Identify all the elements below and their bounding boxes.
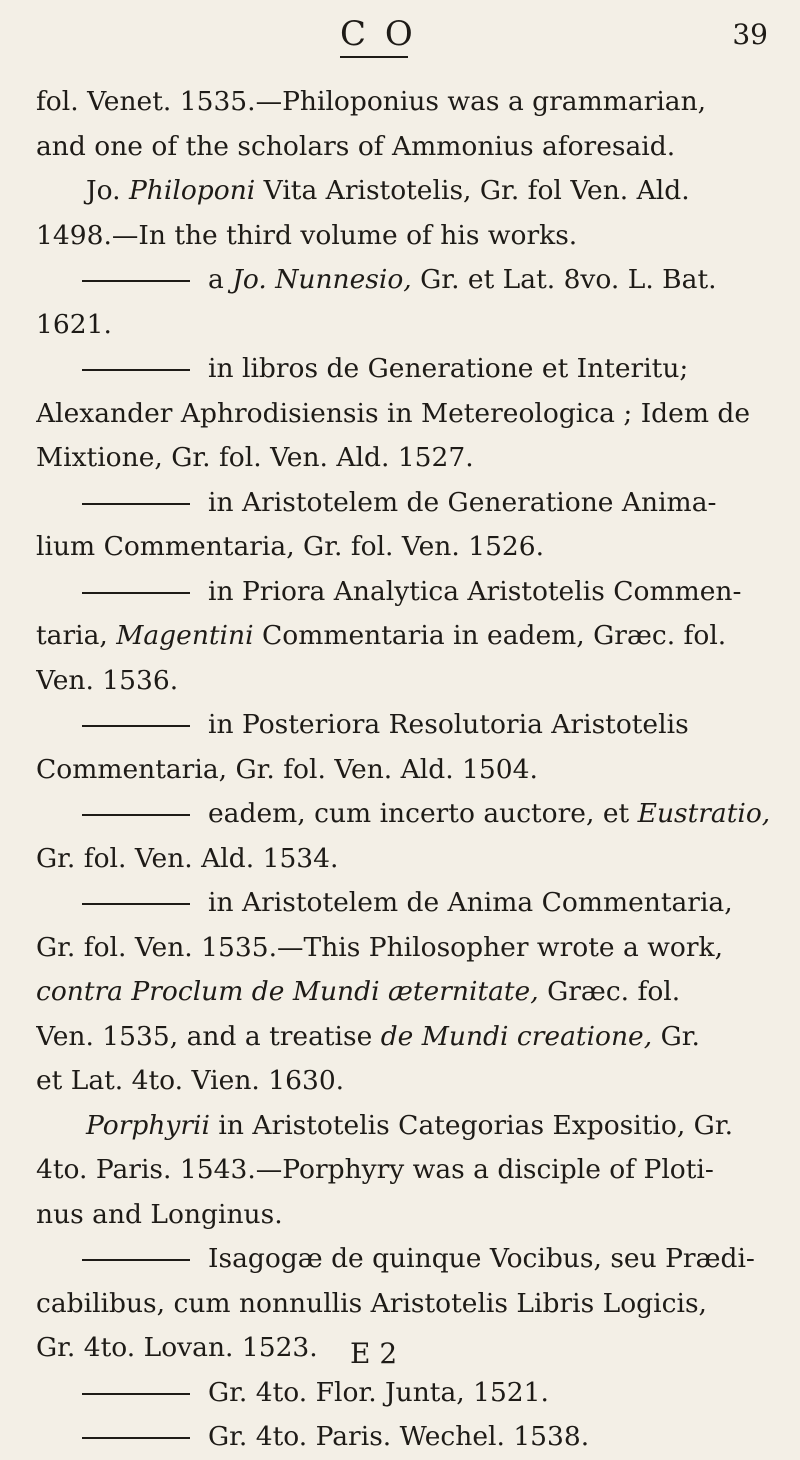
text-line: Jo. Philoponi Vita Aristotelis, Gr. fol Ven. Ald. [86,175,690,206]
text-line: Ven. 1536. [36,664,179,696]
text-line: Gr. fol. Ven. 1535.—This Philosopher wrote a work, [36,931,723,963]
text-line: a Jo. Nunnesio, Gr. et Lat. 8vo. L. Bat. [36,258,772,303]
text-line: Gr. 4to. Lovan. 1523. [36,1332,318,1363]
ditto-dash [82,503,190,505]
running-signature: C O [340,14,417,54]
ditto-dash [82,1259,190,1261]
ditto-dash [82,903,190,905]
ditto-dash [82,280,190,282]
ditto-dash [82,1437,190,1439]
text-line: cabilibus, cum nonnullis Aristotelis Libris Logicis, [36,1287,707,1319]
text-line: and one of the scholars of Ammonius aforesaid. [36,130,676,162]
ditto-dash [82,725,190,727]
text-line: Commentaria, Gr. fol. Ven. Ald. 1504. [36,753,538,785]
text-line: in Aristotelem de Generatione Anima- [36,481,772,526]
text-line: 1498.—In the third volume of his works. [36,219,578,251]
header-rule [340,56,408,58]
text-line: Ven. 1535, and a treatise de Mundi creatione, Gr. [36,1020,700,1052]
text-line: in Priora Analytica Aristotelis Commen- [36,570,772,615]
ditto-dash [82,369,190,371]
text-line: Porphyrii in Aristotelis Categorias Expositio, Gr. [86,1109,734,1141]
page-number: 39 [732,18,768,51]
text-line: Mixtione, Gr. fol. Ven. Ald. 1527. [36,442,474,473]
text-line: fol. Venet. 1535.—Philoponius was a grammarian, [36,86,707,117]
text-line: nus and Longinus. [36,1198,283,1230]
ditto-dash [82,1393,190,1395]
page-header [0,14,800,54]
body-text [36,80,772,1460]
footer-signature: E 2 [350,1337,398,1370]
text-line: Isagogæ de quinque Vocibus, seu Prædi- [36,1237,772,1282]
text-line: Alexander Aphrodisiensis in Metereologica ; Idem de [36,397,751,429]
text-line: Gr. 4to. Paris. Wechel. 1538. [36,1415,772,1460]
text-line: 4to. Paris. 1543.—Porphyry was a disciple of Ploti- [36,1154,714,1185]
text-line: contra Proclum de Mundi æternitate, Græc. fol. [36,976,681,1007]
text-line: taria, Magentini Commentaria in eadem, Græc. fol. [36,620,727,651]
text-line: Gr. 4to. Flor. Junta, 1521. [36,1371,772,1416]
text-line: Gr. fol. Ven. Ald. 1534. [36,842,339,874]
ditto-dash [82,814,190,816]
text-line: eadem, cum incerto auctore, et Eustratio, [36,792,772,837]
text-line: et Lat. 4to. Vien. 1630. [36,1065,345,1096]
text-line: in libros de Generatione et Interitu; [36,347,772,392]
text-line: in Aristotelem de Anima Commentaria, [36,881,772,926]
ditto-dash [82,592,190,594]
text-line: in Posteriora Resolutoria Aristotelis [36,703,772,748]
text-line: 1621. [36,308,112,340]
text-line: lium Commentaria, Gr. fol. Ven. 1526. [36,531,545,562]
